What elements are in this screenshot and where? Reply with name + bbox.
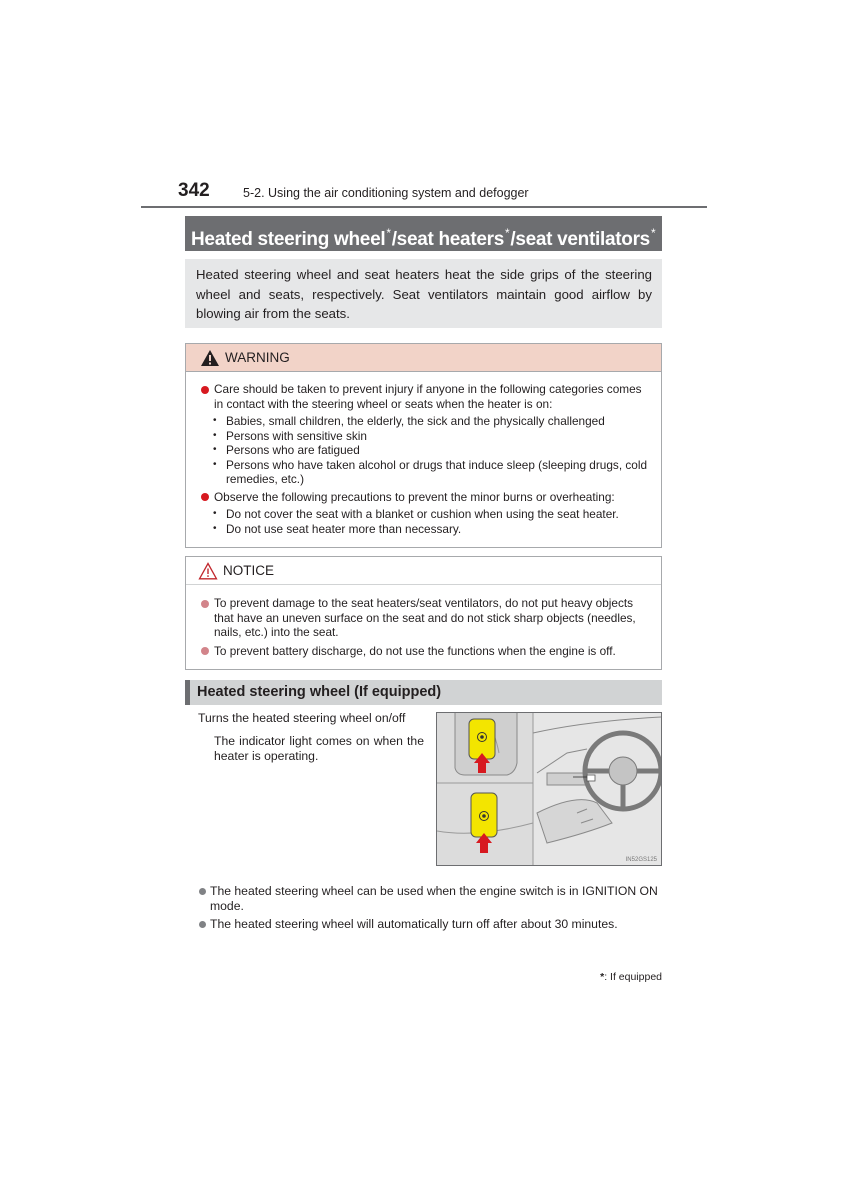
title-part-seat-heaters: /seat heaters (391, 229, 504, 250)
intro-text: Heated steering wheel and seat heaters heat the side grips of the steering wheel and seats, respectively. Seat ventilators maintain good airflow by blowing air from the seats. (185, 259, 662, 328)
warning-item (200, 490, 653, 505)
footnote-text: : If equipped (604, 971, 662, 983)
warning-box (185, 343, 662, 548)
section-title: 5-2. Using the air conditioning system and defogger (243, 186, 529, 200)
warning-subitem: • Persons who have taken alcohol or drugs that induce sleep (sleeping drugs, cold remedies, etc.) (200, 458, 653, 487)
steering-switch-illustration (437, 713, 661, 865)
page-number: 342 (178, 180, 210, 201)
indicator-note: The indicator light comes on when the heater is operating. (214, 734, 424, 763)
notice-list (186, 585, 661, 658)
warning-subitem: • Persons who are fatigued (200, 443, 653, 458)
asterisk-mark: * (504, 226, 510, 240)
warning-header (186, 344, 661, 372)
asterisk-mark: * (386, 226, 391, 240)
bullet-icon (201, 647, 209, 655)
notes-list (198, 884, 662, 935)
instruction-text: Turns the heated steering wheel on/off (198, 711, 406, 725)
bullet-icon (201, 386, 209, 394)
asterisk-mark: * (650, 226, 656, 240)
warning-sublist (200, 507, 653, 536)
title-part-ventilators: /seat ventilators (510, 229, 650, 250)
bullet-icon (199, 921, 206, 928)
notice-box (185, 556, 662, 670)
note-item (198, 884, 662, 914)
note-text: The heated steering wheel can be used when the engine switch is in IGNITION ON mode. (210, 884, 658, 913)
warning-subitem: • Babies, small children, the elderly, the sick and the physically challenged (200, 414, 653, 429)
warning-list (186, 372, 661, 536)
notice-triangle-icon (198, 562, 218, 580)
bullet-icon (201, 493, 209, 501)
warning-subitem: • Do not cover the seat with a blanket or cushion when using the seat heater. (200, 507, 653, 522)
header-rule (141, 206, 707, 208)
warning-item-text: Observe the following precautions to prevent the minor burns or overheating: (214, 489, 615, 504)
warning-triangle-icon (200, 349, 220, 367)
footnote (598, 971, 662, 983)
notice-header (186, 557, 661, 585)
dashboard-illustration (436, 712, 662, 866)
warning-subitem: • Persons with sensitive skin (200, 429, 653, 444)
bullet-icon (201, 600, 209, 608)
warning-subitem: • Do not use seat heater more than necessary. (200, 522, 653, 537)
figure-code: IN52GS125 (625, 857, 657, 863)
footnote-symbol: * (600, 971, 605, 983)
bullet-icon (199, 888, 206, 895)
note-text: The heated steering wheel will automatically turn off after about 30 minutes. (210, 917, 618, 931)
page-title (185, 216, 662, 251)
warning-label: WARNING (225, 350, 290, 365)
warning-item-text: Care should be taken to prevent injury if anyone in the following categories comes in contact with the steering wheel or seats when the heater is on: (214, 382, 642, 411)
notice-item-text: To prevent battery discharge, do not use the functions when the engine is off. (214, 643, 616, 658)
notice-item (200, 596, 653, 640)
notice-item (200, 644, 653, 659)
title-part-steering: Heated steering wheel (191, 229, 386, 250)
note-item (198, 917, 662, 932)
notice-item-text: To prevent damage to the seat heaters/seat ventilators, do not put heavy objects that have an uneven surface on the seat and do not stick sharp objects (needles, nails, etc.) into the seat. (214, 596, 636, 639)
warning-item (200, 382, 653, 411)
notice-label: NOTICE (223, 563, 275, 578)
warning-sublist (200, 414, 653, 487)
subsection-heading: Heated steering wheel (If equipped) (185, 680, 662, 705)
